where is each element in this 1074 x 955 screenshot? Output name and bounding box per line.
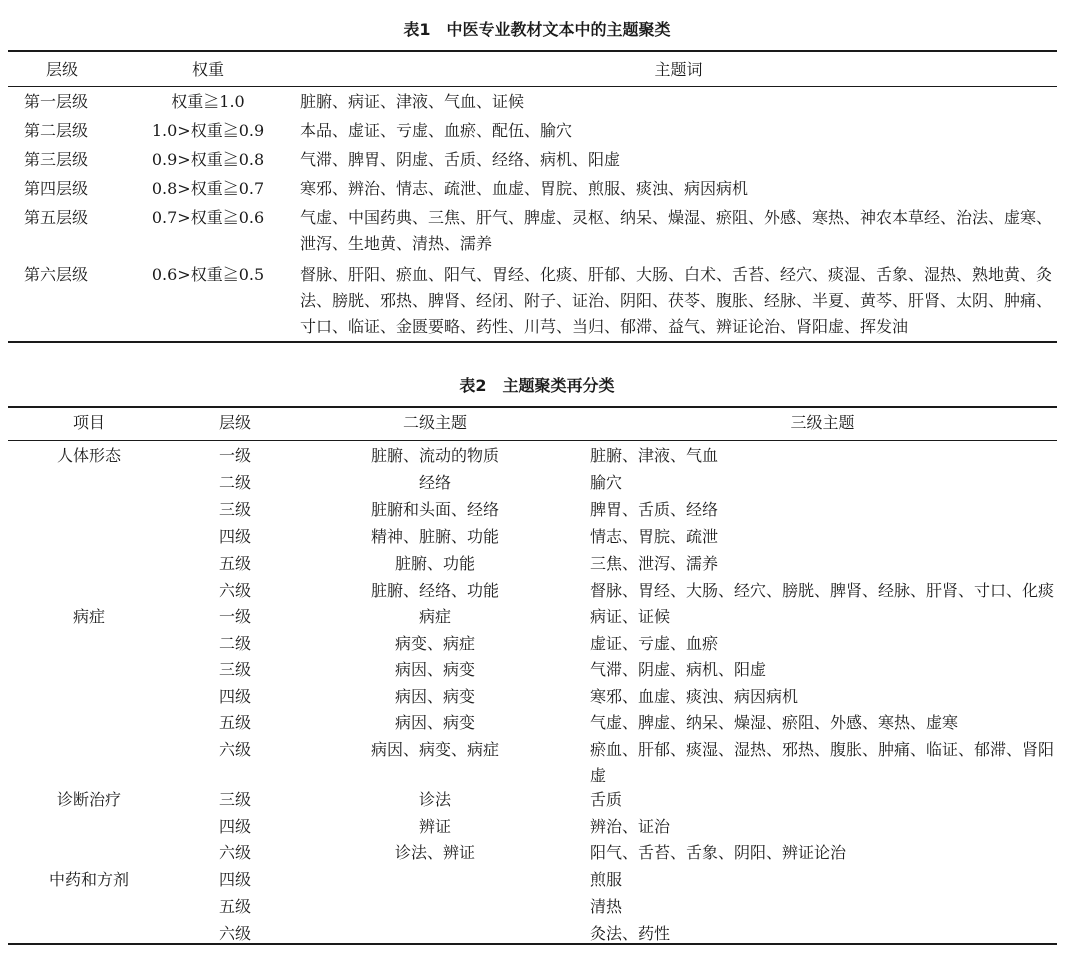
table2-third: 气滞、阴虚、病机、阳虚: [590, 660, 767, 679]
table2-level: 五级: [218, 713, 251, 732]
table1-header-terms: 主题词: [654, 60, 703, 79]
table2-third: 三焦、泄泻、濡养: [590, 554, 719, 573]
table1-bottom-rule: [8, 341, 1057, 343]
table2-third: 病证、证候: [590, 607, 671, 626]
table2-second: 诊法、辨证: [394, 843, 475, 862]
table2-bottom-rule: [8, 943, 1057, 945]
table2-level: 一级: [218, 607, 251, 626]
table2-level: 四级: [218, 527, 251, 546]
table2-third: 情志、胃脘、疏泄: [590, 527, 719, 546]
table1-caption: 表1 中医专业教材文本中的主题聚类: [403, 20, 671, 39]
table1-weight: 权重≧1.0: [171, 92, 245, 111]
table2-level: 六级: [218, 581, 251, 600]
table2-level: 一级: [218, 446, 251, 465]
table1-top-rule: [8, 50, 1057, 52]
table2-second: 诊法: [418, 790, 451, 809]
table2-second: 脏腑、经络、功能: [370, 581, 499, 600]
table2-third: 灸法、药性: [590, 924, 671, 943]
table1-terms: 脏腑、病证、津液、气血、证候: [300, 92, 525, 111]
table1-level: 第三层级: [24, 150, 89, 169]
table2-third: 舌质: [590, 790, 623, 809]
table1-weight: 0.9>权重≧0.8: [151, 150, 265, 169]
table2-third: 寒邪、血虚、痰浊、病因病机: [590, 687, 799, 706]
table2-third: 气虚、脾虚、纳呆、燥湿、瘀阻、外感、寒热、虚寒: [590, 713, 959, 732]
table2-third: 脾胃、舌质、经络: [590, 500, 719, 519]
table1-weight: 0.7>权重≧0.6: [151, 208, 265, 227]
table1-level: 第五层级: [24, 208, 89, 227]
table2-second: 脏腑和头面、经络: [370, 500, 499, 519]
table1-weight: 0.6>权重≧0.5: [151, 265, 265, 284]
table1-header-rule: [8, 86, 1057, 87]
table2-level: 二级: [218, 634, 251, 653]
table2-second: 病症: [418, 607, 451, 626]
table2-caption: 表2 主题聚类再分类: [459, 376, 615, 395]
table2-level: 五级: [218, 897, 251, 916]
table1-terms: 气虚、中国药典、三焦、肝气、脾虚、灵枢、纳呆、燥湿、瘀阻、外感、寒热、神农本草经、治法、虚寒、泄泻、生地黄、清热、濡养: [300, 208, 1053, 253]
table1-level: 第二层级: [24, 121, 89, 140]
table1-weight: 0.8>权重≧0.7: [151, 179, 265, 198]
table2-level: 六级: [218, 843, 251, 862]
table2-header-third: 三级主题: [790, 413, 855, 432]
table2-level: 三级: [218, 660, 251, 679]
table1-terms: 督脉、肝阳、瘀血、阳气、胃经、化痰、肝郁、大肠、白术、舌苔、经穴、痰湿、舌象、湿热、熟地黄、灸法、膀胱、邪热、脾肾、经闭、附子、证治、阴阳、茯苓、腹胀、经脉、半夏、黄芩、肝肾、太阴、肿痛、寸口、临证、金匮要略、药性、川芎、当归、郁滞、益气、辨证论治、肾阳虚、挥发油: [300, 265, 1053, 336]
table2-third: 脏腑、津液、气血: [590, 446, 719, 465]
table2-level: 四级: [218, 817, 251, 836]
table1-terms: 本品、虚证、亏虚、血瘀、配伍、腧穴: [300, 121, 573, 140]
table2-header-item: 项目: [72, 413, 105, 432]
table2-third: 阳气、舌苔、舌象、阴阳、辨证论治: [590, 843, 847, 862]
table2-second: 脏腑、流动的物质: [370, 446, 499, 465]
table1-weight: 1.0>权重≧0.9: [151, 121, 265, 140]
table1-terms: 气滞、脾胃、阴虚、舌质、经络、病机、阳虚: [300, 150, 621, 169]
table2-third: 腧穴: [590, 473, 623, 492]
table2-second: 病因、病变: [394, 713, 475, 732]
table2-third: 清热: [590, 897, 623, 916]
table2-third: 辨治、证治: [590, 817, 671, 836]
table2-header-second: 二级主题: [402, 413, 467, 432]
table2-header-rule: [8, 440, 1057, 441]
table2-second: 病变、病症: [394, 634, 475, 653]
table1-terms: 寒邪、辨治、情志、疏泄、血虚、胃脘、煎服、痰浊、病因病机: [300, 179, 749, 198]
table2-second: 脏腑、功能: [394, 554, 475, 573]
table2-third: 煎服: [590, 870, 623, 889]
table2-second: 病因、病变: [394, 660, 475, 679]
table1-header-level: 层级: [45, 60, 78, 79]
table2-second: 经络: [418, 473, 451, 492]
table2-header-level: 层级: [218, 413, 251, 432]
table1-level: 第一层级: [24, 92, 89, 111]
table2-item: 人体形态: [56, 446, 121, 465]
table2-level: 三级: [218, 500, 251, 519]
table2-third: 督脉、胃经、大肠、经穴、膀胱、脾肾、经脉、肝肾、寸口、化痰: [590, 581, 1055, 600]
table1-level: 第六层级: [24, 265, 89, 284]
table2-item: 诊断治疗: [56, 790, 121, 809]
table2-second: 精神、脏腑、功能: [370, 527, 499, 546]
table2-third: 瘀血、肝郁、痰湿、湿热、邪热、腹胀、肿痛、临证、郁滞、肾阳虚: [590, 740, 1055, 785]
table2-level: 四级: [218, 870, 251, 889]
table2-third: 虚证、亏虚、血瘀: [590, 634, 719, 653]
table2-item: 病症: [72, 607, 105, 626]
table2-second: 辨证: [418, 817, 451, 836]
table1-level: 第四层级: [24, 179, 89, 198]
table2-second: 病因、病变: [394, 687, 475, 706]
table2-level: 二级: [218, 473, 251, 492]
table2-level: 六级: [218, 740, 251, 759]
table2-level: 三级: [218, 790, 251, 809]
table2-item: 中药和方剂: [48, 870, 129, 889]
table2-level: 五级: [218, 554, 251, 573]
table2-level: 四级: [218, 687, 251, 706]
table2-level: 六级: [218, 924, 251, 943]
table1-header-weight: 权重: [191, 60, 224, 79]
table2-second: 病因、病变、病症: [370, 740, 499, 759]
table2-top-rule: [8, 406, 1057, 408]
